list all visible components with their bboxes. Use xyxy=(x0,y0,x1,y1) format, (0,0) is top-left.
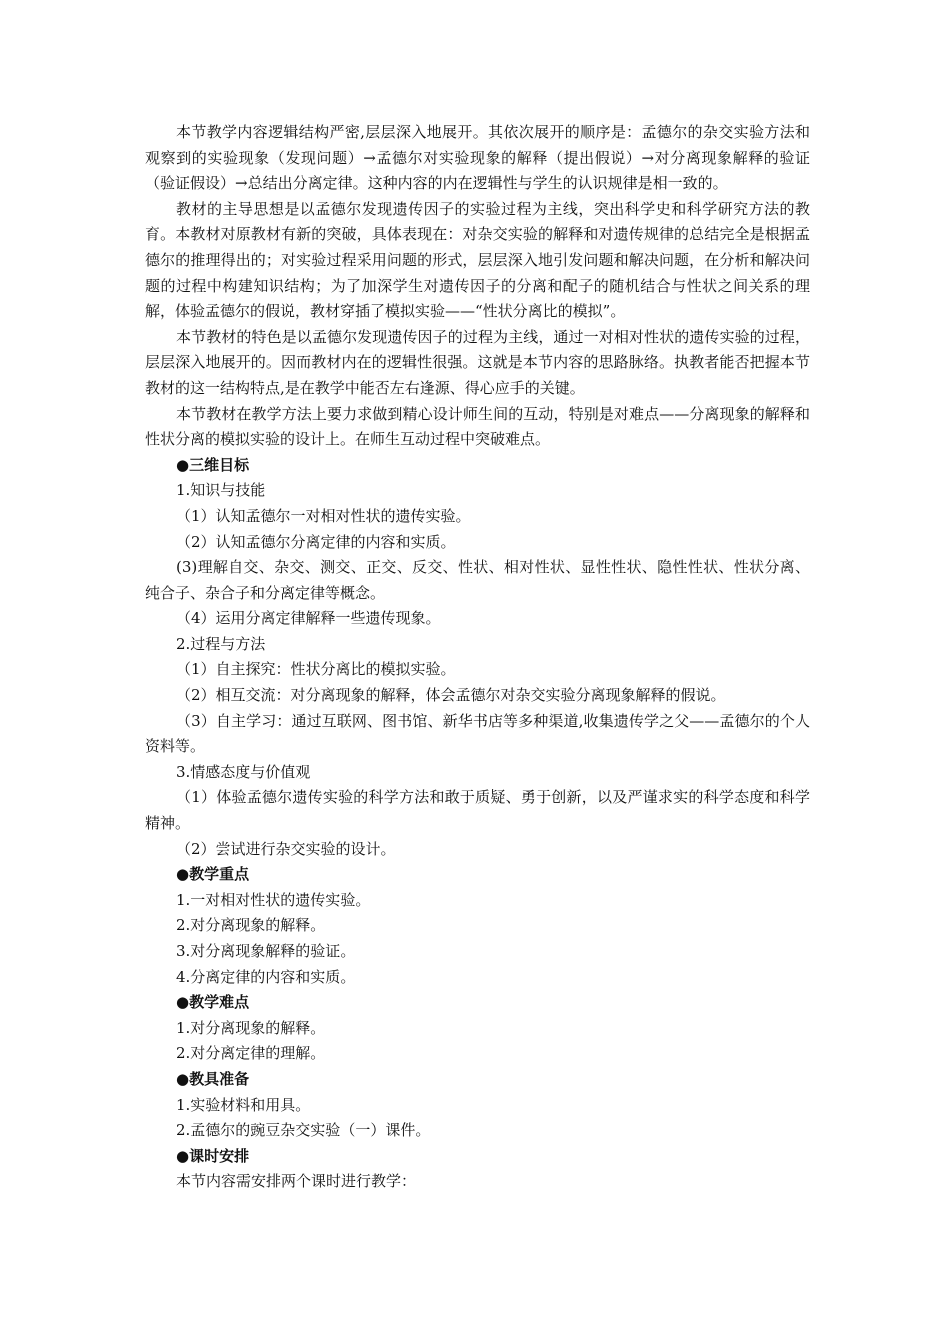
knowledge-title: 1.知识与技能 xyxy=(176,481,266,500)
key-point-item: 2.对分离现象的解释。 xyxy=(176,916,326,935)
material-item: 2.孟德尔的豌豆杂交实验（一）课件。 xyxy=(176,1121,431,1140)
knowledge-item: （1）认知孟德尔一对相对性状的遗传实验。 xyxy=(176,506,471,525)
process-item: （1）自主探究：性状分离比的模拟实验。 xyxy=(176,660,456,679)
key-points-heading: ●教学重点 xyxy=(176,865,250,884)
schedule-text: 本节内容需安排两个课时进行教学： xyxy=(176,1172,417,1191)
materials-heading: ●教具准备 xyxy=(176,1069,250,1088)
goals-heading: ●三维目标 xyxy=(176,455,250,474)
knowledge-item: (3)理解自交、杂交、测交、正交、反交、性状、相对性状、显性性状、隐性性状、性状分离、纯合子、杂合子和分离定律等概念。 xyxy=(145,558,810,602)
key-point-item: 1.一对相对性状的遗传实验。 xyxy=(176,890,371,909)
process-item: （2）相互交流：对分离现象的解释，体会孟德尔对杂交实验分离现象解释的假说。 xyxy=(176,686,726,705)
attitude-title: 3.情感态度与价值观 xyxy=(176,762,311,781)
attitude-item: （1）体验孟德尔遗传实验的科学方法和敢于质疑、勇于创新，以及严谨求实的科学态度和科学精神。 xyxy=(145,788,810,833)
attitude-item: （2）尝试进行杂交实验的设计。 xyxy=(176,839,396,858)
document-body xyxy=(145,120,810,1195)
material-item: 1.实验材料和用具。 xyxy=(176,1095,311,1114)
difficulty-item: 1.对分离现象的解释。 xyxy=(176,1018,326,1037)
process-item: （3）自主学习：通过互联网、图书馆、新华书店等多种渠道,收集遗传学之父——孟德尔的个人资料等。 xyxy=(145,711,810,756)
intro-paragraph-2: 教材的主导思想是以孟德尔发现遗传因子的实验过程为主线，突出科学史和科学研究方法的教育。本教材对原教材有新的突破，具体表现在：对杂交实验的解释和对遗传规律的总结完全是根据孟德尔的推理得出的；对实验过程采用问题的形式，层层深入地引发问题和解决问题，在分析和解决问题的过程中构建知识结构；为了加深学生对遗传因子的分离和配子的随机结合与性状之间关系的理解，体验孟德尔的假说，教材穿插了模拟实验——“性状分离比的模拟”。 xyxy=(145,199,810,321)
difficulty-item: 2.对分离定律的理解。 xyxy=(176,1044,326,1063)
process-title: 2.过程与方法 xyxy=(176,634,266,653)
key-point-item: 3.对分离现象解释的验证。 xyxy=(176,942,356,960)
intro-paragraph-3: 本节教材的特色是以孟德尔发现遗传因子的过程为主线，通过一对相对性状的遗传实验的过程，层层深入地展开的。因而教材内在的逻辑性很强。这就是本节内容的思路脉络。执教者能否把握本节教材的这一结构特点,是在教学中能否左右逢源、得心应手的关键。 xyxy=(145,327,810,397)
difficulties-heading: ●教学难点 xyxy=(176,993,250,1012)
key-point-item: 4.分离定律的内容和实质。 xyxy=(176,967,356,986)
knowledge-item: （2）认知孟德尔分离定律的内容和实质。 xyxy=(176,532,456,551)
knowledge-item: （4）运用分离定律解释一些遗传现象。 xyxy=(176,609,441,628)
schedule-heading: ●课时安排 xyxy=(176,1146,250,1165)
intro-paragraph-1: 本节教学内容逻辑结构严密,层层深入地展开。其依次展开的顺序是：孟德尔的杂交实验方法和观察到的实验现象（发现问题）→孟德尔对实验现象的解释（提出假说）→对分离现象解释的验证（验证假设）→总结出分离定律。这种内容的内在逻辑性与学生的认识规律是相一致的。 xyxy=(145,123,810,193)
intro-paragraph-4: 本节教材在教学方法上要力求做到精心设计师生间的互动，特别是对难点——分离现象的解释和性状分离的模拟实验的设计上。在师生互动过程中突破难点。 xyxy=(145,404,810,449)
